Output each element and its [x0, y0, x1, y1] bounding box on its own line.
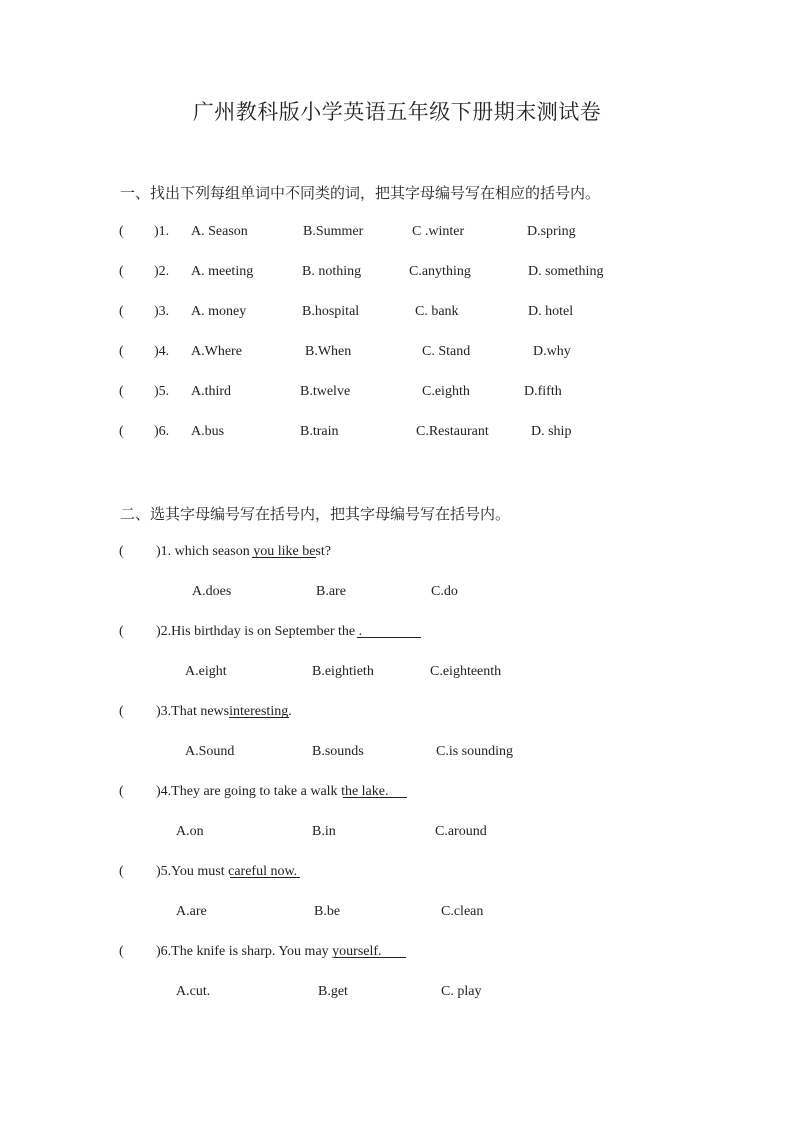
- option-c: C. bank: [415, 304, 459, 319]
- answer-paren[interactable]: (: [119, 784, 124, 799]
- option-c: C .winter: [412, 224, 465, 239]
- question-text-post: interesting.: [229, 704, 292, 719]
- option-a: A.third: [191, 384, 232, 399]
- question-number: )3.: [154, 304, 170, 319]
- option-a: A.cut.: [176, 984, 211, 999]
- option-c: C. Stand: [422, 344, 471, 359]
- question-text: [156, 544, 331, 560]
- option-b: B.train: [300, 424, 339, 439]
- answer-paren[interactable]: (: [119, 304, 124, 319]
- answer-paren[interactable]: (: [119, 344, 124, 359]
- s2-options-5: [176, 904, 676, 924]
- option-a: A.Sound: [185, 744, 235, 759]
- question-text: [156, 864, 297, 880]
- fill-blank[interactable]: [252, 544, 316, 558]
- option-d: D.why: [533, 344, 571, 359]
- option-c: C.eighth: [422, 384, 470, 399]
- question-text-post: you like best?: [249, 544, 331, 559]
- option-b: B.twelve: [300, 384, 351, 399]
- option-a: A. meeting: [191, 264, 254, 279]
- question-text-post: the lake.: [341, 784, 389, 799]
- option-d: D.fifth: [524, 384, 562, 399]
- option-b: B.hospital: [302, 304, 360, 319]
- answer-paren[interactable]: (: [119, 544, 124, 559]
- question-number: )4.: [154, 344, 170, 359]
- section-1-heading: 一、找出下列每组单词中不同类的词，把其字母编号写在相应的括号内。: [120, 184, 601, 202]
- option-b: B.are: [316, 584, 346, 599]
- option-d: D. something: [528, 264, 604, 279]
- option-a: A.on: [176, 824, 204, 839]
- s2-options-3: [185, 744, 685, 764]
- option-b: B.sounds: [312, 744, 364, 759]
- option-b: B.When: [305, 344, 352, 359]
- s1-question-1: [119, 224, 719, 244]
- fill-blank[interactable]: [334, 944, 406, 958]
- s2-question-2: [119, 624, 719, 644]
- question-text: [156, 704, 292, 720]
- option-b: B.in: [312, 824, 336, 839]
- question-text: [156, 944, 382, 960]
- s2-question-4: [119, 784, 719, 804]
- fill-blank[interactable]: [357, 624, 421, 638]
- option-b: B.get: [318, 984, 348, 999]
- question-number: )6.: [154, 424, 170, 439]
- fill-blank[interactable]: [229, 704, 289, 718]
- option-b: B.be: [314, 904, 341, 919]
- option-c: C.eighteenth: [430, 664, 502, 679]
- s2-options-1: [192, 584, 692, 604]
- s1-question-6: [119, 424, 719, 444]
- s1-question-3: [119, 304, 719, 324]
- option-c: C.anything: [409, 264, 471, 279]
- answer-paren[interactable]: (: [119, 864, 124, 879]
- s2-options-6: [176, 984, 676, 1004]
- s2-question-1: [119, 544, 719, 564]
- question-number: )1.: [154, 224, 170, 239]
- question-text-pre: His birthday is on September the: [171, 624, 356, 639]
- answer-paren[interactable]: (: [119, 224, 124, 239]
- answer-paren[interactable]: (: [119, 704, 124, 719]
- question-number: )1.: [156, 544, 172, 559]
- question-text-post: .: [355, 624, 363, 639]
- option-c: C.clean: [441, 904, 484, 919]
- question-text-pre: You must: [171, 864, 229, 879]
- question-text-pre: That news: [171, 704, 230, 719]
- answer-paren[interactable]: (: [119, 944, 124, 959]
- question-number: )2.: [156, 624, 172, 639]
- answer-paren[interactable]: (: [119, 624, 124, 639]
- s2-question-6: [119, 944, 719, 964]
- question-number: )5.: [156, 864, 172, 879]
- answer-paren[interactable]: (: [119, 384, 124, 399]
- question-text-post: careful now.: [228, 864, 298, 879]
- option-d: D. ship: [531, 424, 572, 439]
- s1-question-5: [119, 384, 719, 404]
- s1-question-4: [119, 344, 719, 364]
- question-text: [156, 784, 388, 800]
- option-a: A.eight: [185, 664, 227, 679]
- option-c: C.around: [435, 824, 487, 839]
- question-number: )4.: [156, 784, 172, 799]
- fill-blank[interactable]: [343, 784, 407, 798]
- question-number: )5.: [154, 384, 170, 399]
- option-c: C.is sounding: [436, 744, 514, 759]
- option-b: B.Summer: [303, 224, 364, 239]
- option-a: A.bus: [191, 424, 225, 439]
- option-a: A. Season: [191, 224, 248, 239]
- question-number: )3.: [156, 704, 172, 719]
- question-text-pre: They are going to take a walk: [171, 784, 342, 799]
- option-a: A.Where: [191, 344, 242, 359]
- option-a: A.does: [192, 584, 232, 599]
- question-text-pre: which season: [174, 544, 250, 559]
- answer-paren[interactable]: (: [119, 264, 124, 279]
- s2-options-2: [185, 664, 685, 684]
- question-number: )6.: [156, 944, 172, 959]
- option-c: C.Restaurant: [416, 424, 489, 439]
- section-2-heading: 二、选其字母编号写在括号内，把其字母编号写在括号内。: [120, 505, 511, 523]
- option-a: A. money: [191, 304, 247, 319]
- option-b: B. nothing: [302, 264, 362, 279]
- option-a: A.are: [176, 904, 207, 919]
- option-c: C. play: [441, 984, 482, 999]
- question-text: [156, 624, 362, 640]
- question-number: )2.: [154, 264, 170, 279]
- question-text-post: yourself.: [332, 944, 382, 959]
- question-text-pre: The knife is sharp. You may: [171, 944, 333, 959]
- s2-options-4: [176, 824, 676, 844]
- option-c: C.do: [431, 584, 458, 599]
- s1-question-2: [119, 264, 719, 284]
- fill-blank[interactable]: [230, 864, 300, 878]
- answer-paren[interactable]: (: [119, 424, 124, 439]
- s2-question-5: [119, 864, 719, 884]
- page-title: 广州教科版小学英语五年级下册期末测试卷: [192, 100, 602, 124]
- option-d: D. hotel: [528, 304, 574, 319]
- option-d: D.spring: [527, 224, 576, 239]
- option-b: B.eightieth: [312, 664, 374, 679]
- s2-question-3: [119, 704, 719, 724]
